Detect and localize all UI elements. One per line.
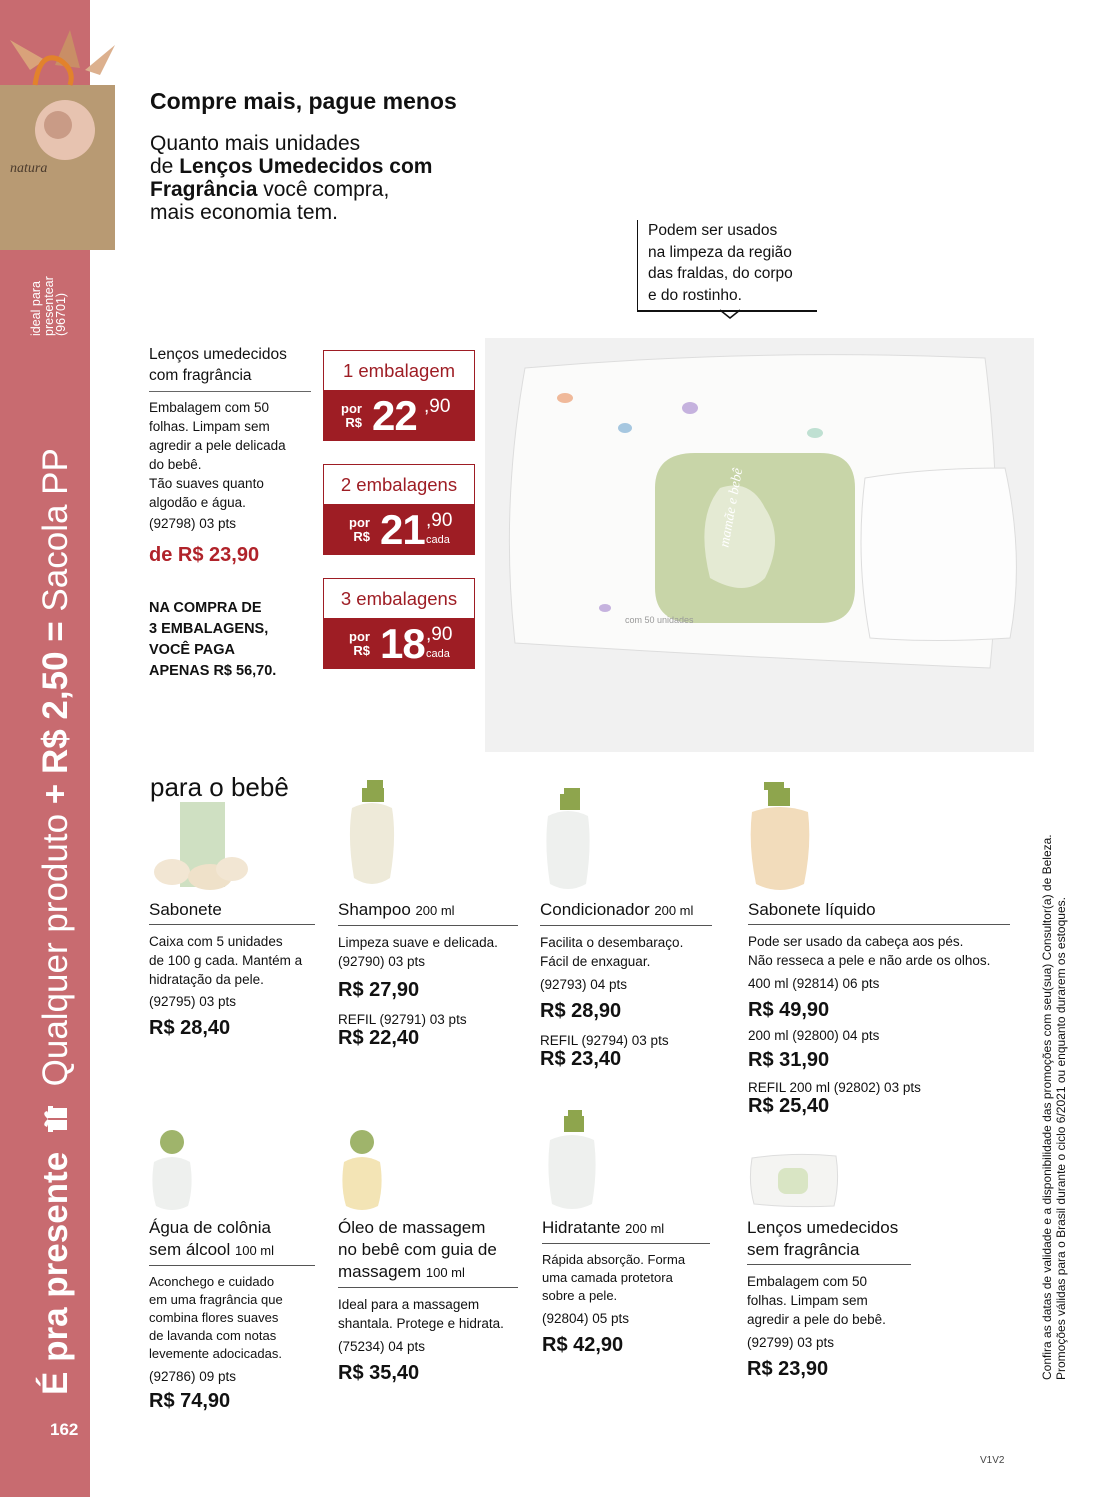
tier-2-embalagens: 2 embalagens por R$ 21 ,90 cada [323, 464, 475, 555]
tier-3-embalagens: 3 embalagens por R$ 18 ,90 cada [323, 578, 475, 669]
condicionador-card: Condicionador 200 ml Facilita o desembaraço. Fácil de enxaguar. (92793) 04 pts R$ 28,90 REFIL (92794) 03 pts R$ 23,40 [540, 899, 712, 1071]
sabonete-image [150, 797, 250, 897]
featured-old-price: de R$ 23,90 [149, 544, 260, 566]
sidebar-note: ideal para presentear (96701) [29, 276, 68, 336]
brand-logo: natura [10, 161, 48, 176]
hidratante-card: Hidratante 200 ml Rápida absorção. Forma uma camada protetora sobre a pele. (92804) 05 pts R$ 42,90 [542, 1217, 710, 1357]
gift-bag-image [0, 30, 118, 252]
intro-text: Quanto mais unidades de Lenços Umedecidos com Fragrância você compra, mais economia tem. [150, 132, 433, 224]
sabonete-liquido-card: Sabonete líquido Pode ser usado da cabeça aos pés. Não resseca a pele e não arde os olhos. 400 ml (92814) 06 pts R$ 49,90 200 ml (92800) 04 pts R$ 31,90 REFIL 200 ml (92802) 03 pts R$ 25,40 [748, 899, 1010, 1118]
callout-note: Podem ser usados na limpeza da região das fraldas, do corpo e do rostinho. [637, 220, 828, 312]
oleo-image [340, 1128, 390, 1214]
condicionador-image [540, 786, 596, 896]
featured-description: Embalagem com 50 folhas. Limpam sem agredir a pele delicada do bebê. Tão suaves quanto algodão e água. [149, 400, 286, 510]
sabonete-card: Sabonete Caixa com 5 unidades de 100 g cada. Mantém a hidratação da pele. (92795) 03 pts R$ 28,40 [149, 899, 315, 1040]
tier-1-embalagem: 1 embalagem por R$ 22 ,90 [323, 350, 475, 441]
sabonete-liquido-image [746, 780, 814, 898]
lencos-sem-card: Lenços umedecidos sem fragrância Embalagem com 50 folhas. Limpam sem agredir a pele do bebê. (92799) 03 pts R$ 23,90 [747, 1217, 911, 1381]
pack-footer: com 50 unidades [625, 615, 694, 625]
sidebar-title: É pra presente Qualquer produto + R$ 2,50 = Sacola PP [36, 448, 75, 1395]
page-number: 162 [50, 1420, 79, 1439]
lencos-sem-image [748, 1150, 840, 1212]
oleo-card: Óleo de massagem no bebê com guia de massagem 100 ml Ideal para a massagem shantala. Protege e hidrata. (75234) 04 pts R$ 35,40 [338, 1217, 518, 1385]
shampoo-image [342, 778, 402, 896]
section-title: para o bebê [150, 771, 289, 802]
featured-deal: NA COMPRA DE 3 EMBALAGENS, VOCÊ PAGA APENAS R$ 56,70. [149, 600, 277, 679]
page-title: Compre mais, pague menos [150, 88, 457, 114]
featured-code: (92798) 03 pts [149, 516, 237, 531]
version-code: V1V2 [980, 1455, 1005, 1466]
shampoo-card: Shampoo 200 ml Limpeza suave e delicada. (92790) 03 pts R$ 27,90 REFIL (92791) 03 pts R$ 22,40 [338, 899, 518, 1050]
pack-label: mamãe e bebê [717, 467, 747, 549]
wipes-product-image [485, 338, 1034, 752]
featured-name: Lenços umedecidos com fragrância [149, 345, 311, 392]
agua-colonia-card: Água de colônia sem álcool 100 ml Aconchego e cuidado em uma fragrância que combina flores suaves de lavanda com notas levemente adocicadas. (92786) 09 pts R$ 74,90 [149, 1217, 315, 1413]
disclaimer: Confira as datas de validade e a disponibilidade das promoções com seu(sua) Consultor(a) de Beleza. Promoções válidas para o Brasil durante o ciclo 6/2021 ou enquanto durarem os estoques. [1040, 834, 1068, 1380]
agua-colonia-image [150, 1128, 200, 1214]
callout-pointer [720, 309, 740, 319]
gift-icon [38, 1106, 64, 1132]
hidratante-image [542, 1108, 602, 1214]
